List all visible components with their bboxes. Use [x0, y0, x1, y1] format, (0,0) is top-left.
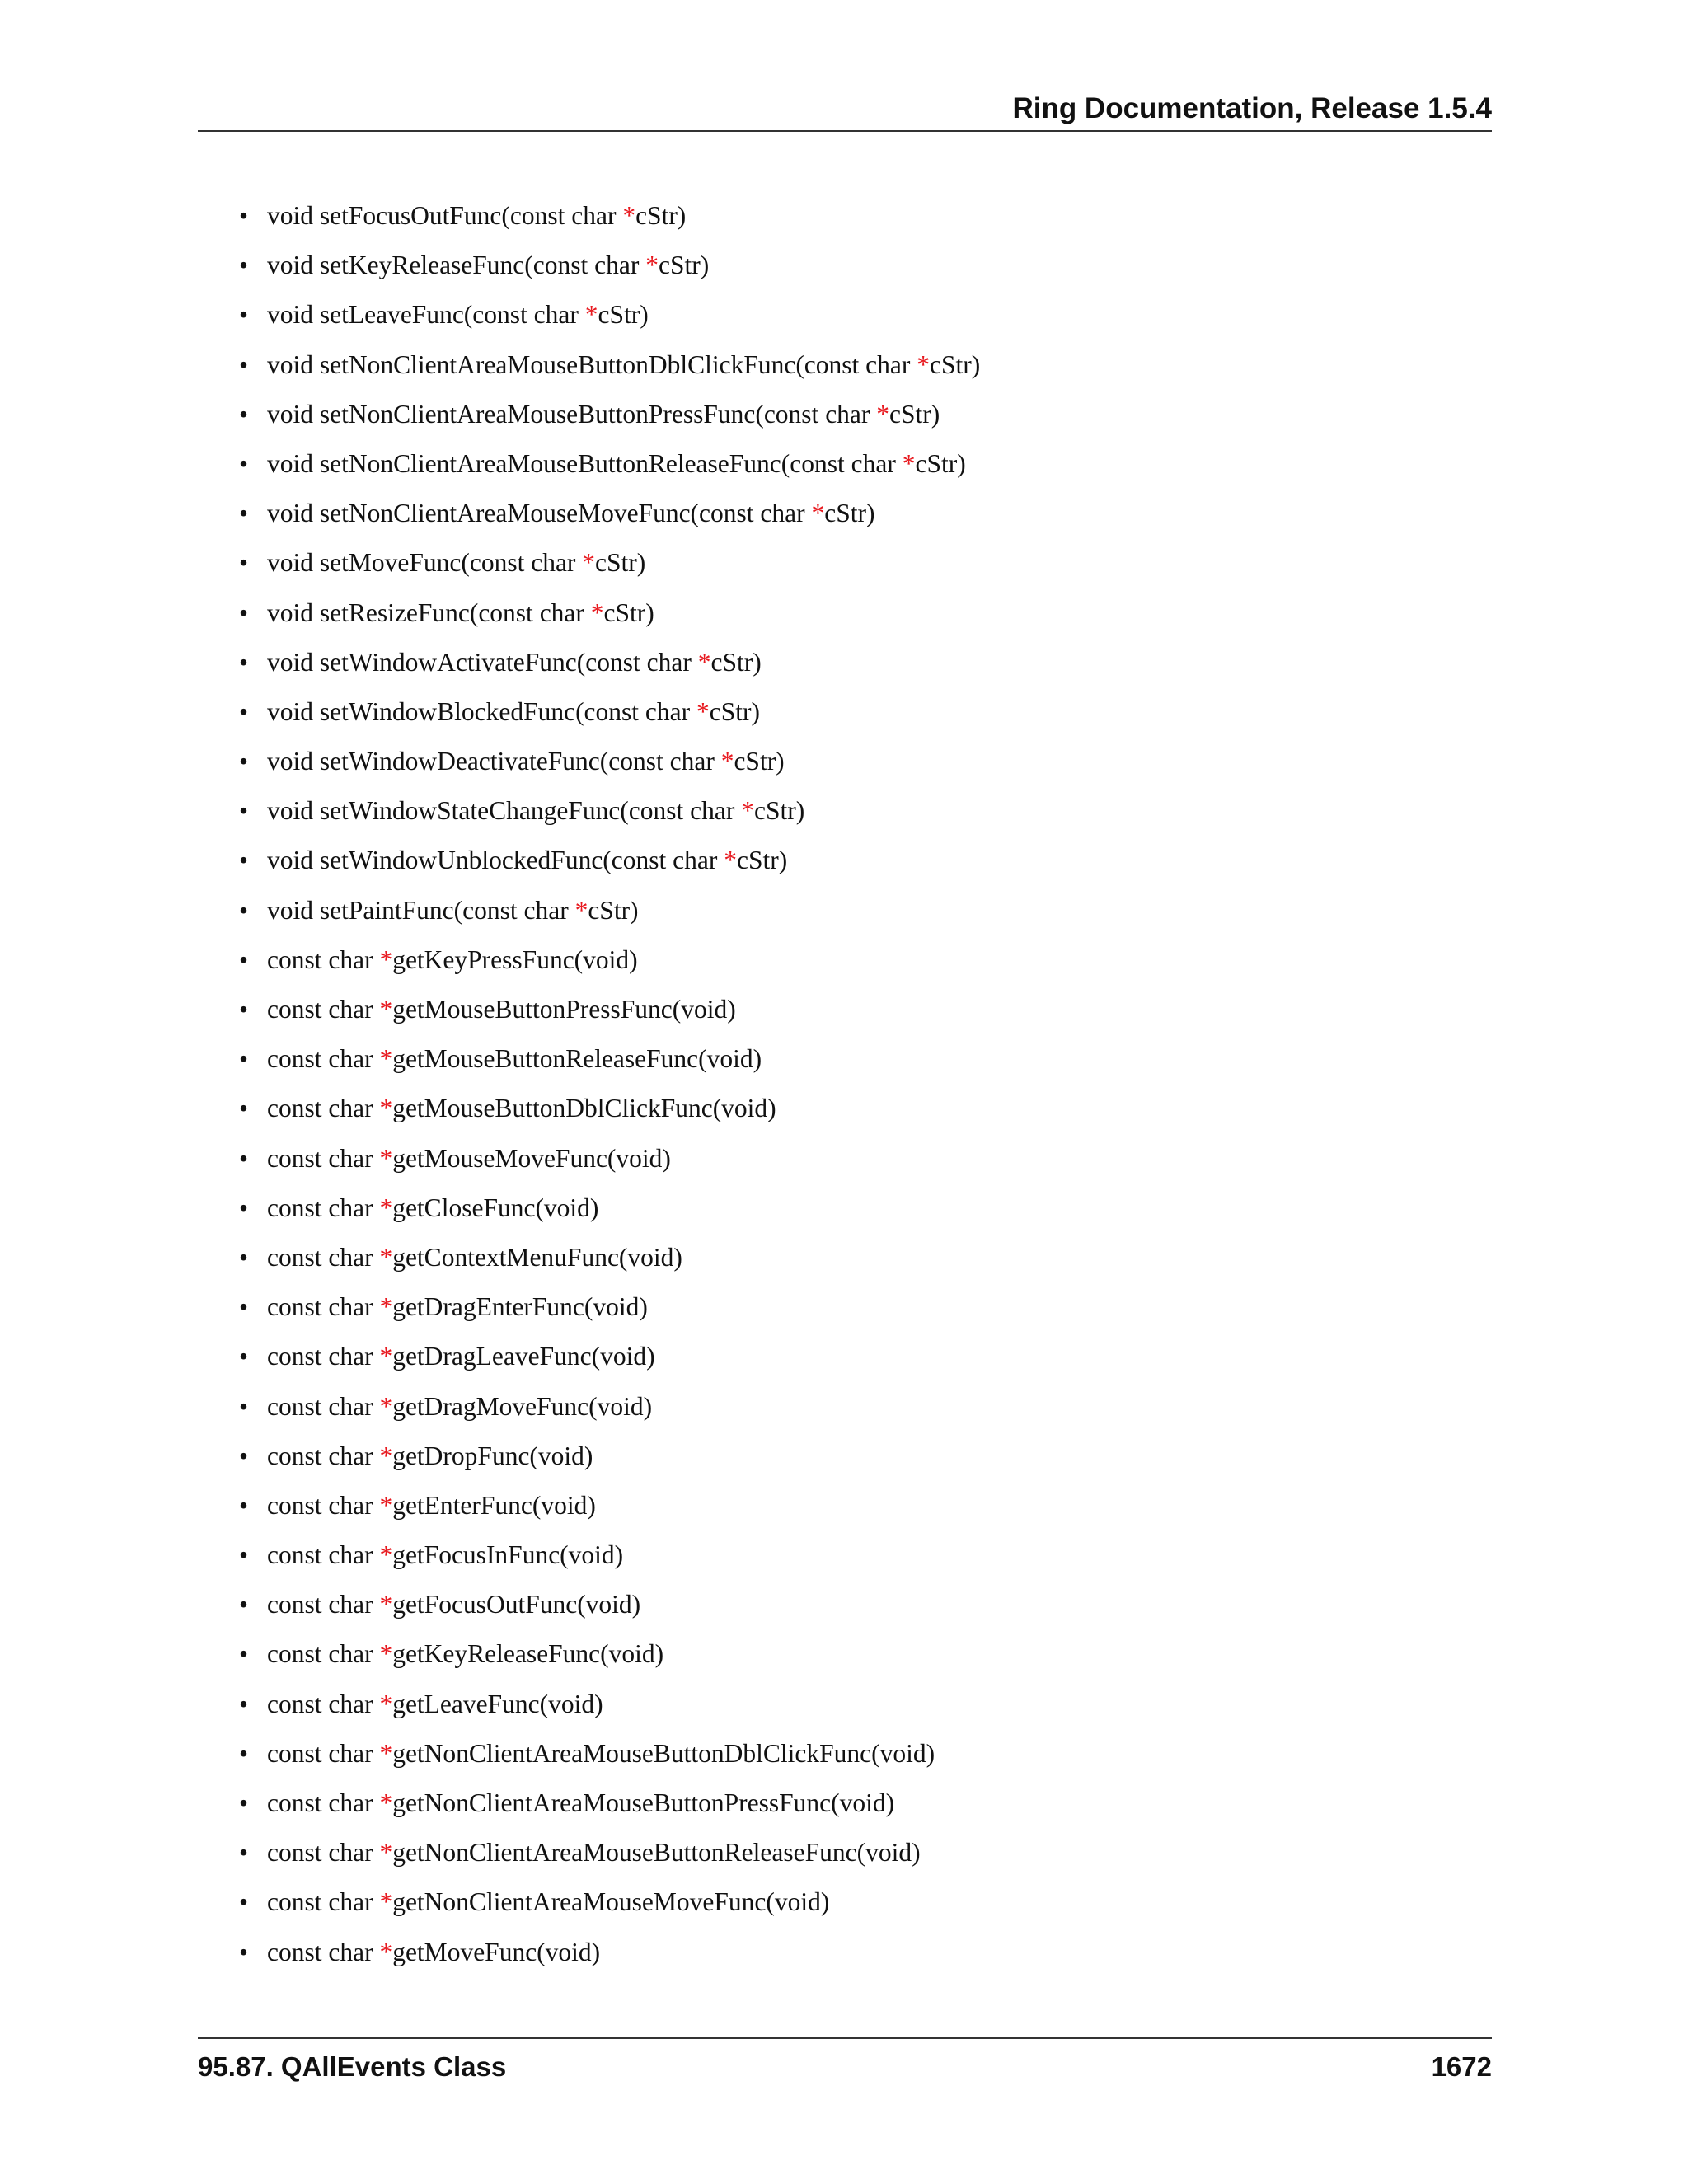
signature-prefix: const char [267, 995, 380, 1024]
signature-suffix: getDragLeaveFunc(void) [392, 1342, 655, 1371]
signature-prefix: const char [267, 1738, 380, 1768]
bullet-icon: • [239, 944, 249, 974]
signature-prefix: const char [267, 1540, 380, 1570]
list-item [239, 497, 1475, 546]
page-footer [198, 2037, 1492, 2088]
pointer-star: * [379, 1689, 393, 1718]
list-item [239, 1340, 1475, 1390]
signature-suffix: getFocusOutFunc(void) [392, 1590, 641, 1619]
method-signature [267, 1043, 762, 1076]
list-item [239, 1142, 1475, 1192]
list-item [239, 1886, 1475, 1935]
bullet-icon: • [239, 201, 249, 230]
signature-suffix: getNonClientAreaMouseButtonDblClickFunc(void) [392, 1738, 935, 1768]
signature-prefix: void setWindowBlockedFunc(const char [267, 696, 696, 726]
signature-suffix: getEnterFunc(void) [392, 1490, 596, 1520]
signature-suffix: getNonClientAreaMouseMoveFunc(void) [392, 1887, 830, 1917]
list-item [239, 1787, 1475, 1836]
signature-suffix: getNonClientAreaMouseButtonPressFunc(void) [392, 1788, 895, 1817]
bullet-icon: • [239, 1689, 249, 1718]
list-item [239, 249, 1475, 298]
signature-prefix: void setNonClientAreaMouseButtonDblClickFunc(const char [267, 349, 917, 379]
signature-prefix: const char [267, 1639, 380, 1669]
pointer-star: * [379, 1639, 393, 1669]
method-signature [267, 497, 874, 530]
pointer-star: * [379, 1391, 393, 1421]
method-signature [267, 894, 639, 927]
signature-prefix: const char [267, 1689, 380, 1718]
pointer-star: * [379, 1788, 393, 1817]
list-item [239, 1092, 1475, 1141]
signature-prefix: void setWindowUnblockedFunc(const char [267, 846, 724, 875]
signature-prefix: void setLeaveFunc(const char [267, 300, 585, 330]
signature-prefix: const char [267, 1937, 380, 1966]
signature-suffix: getMouseButtonDblClickFunc(void) [392, 1094, 776, 1123]
signature-suffix: cStr) [710, 647, 762, 677]
bullet-icon: • [239, 349, 249, 379]
pointer-star: * [584, 300, 598, 330]
list-item [239, 1588, 1475, 1638]
signature-suffix: getKeyPressFunc(void) [392, 944, 638, 974]
signature-prefix: const char [267, 1887, 380, 1917]
pointer-star: * [574, 895, 588, 925]
list-item [239, 597, 1475, 646]
list-item [239, 1192, 1475, 1241]
bullet-icon: • [239, 300, 249, 330]
list-item [239, 349, 1475, 398]
method-signature [267, 1688, 603, 1721]
signature-prefix: void setNonClientAreaMouseButtonReleaseFunc(const char [267, 448, 903, 478]
list-item [239, 1836, 1475, 1886]
method-signature [267, 546, 645, 579]
pointer-star: * [811, 499, 825, 528]
pointer-star: * [379, 1490, 393, 1520]
signature-prefix: void setNonClientAreaMouseButtonPressFunc(const char [267, 399, 877, 429]
method-signature [267, 1390, 652, 1423]
list-item [239, 1737, 1475, 1787]
method-signature [267, 1737, 935, 1770]
list-item [239, 1390, 1475, 1440]
signature-prefix: const char [267, 1441, 380, 1470]
bullet-icon: • [239, 647, 249, 677]
bullet-icon: • [239, 1193, 249, 1222]
section-title: 95.87. QAllEvents Class [198, 2051, 507, 2082]
bullet-icon: • [239, 747, 249, 776]
signature-prefix: const char [267, 1242, 380, 1272]
signature-prefix: void setNonClientAreaMouseMoveFunc(const char [267, 499, 812, 528]
signature-prefix: void setKeyReleaseFunc(const char [267, 251, 646, 280]
pointer-star: * [741, 796, 754, 826]
signature-prefix: const char [267, 1292, 380, 1322]
method-signature [267, 1638, 663, 1671]
signature-suffix: getDropFunc(void) [392, 1441, 593, 1470]
method-signature [267, 1787, 894, 1820]
method-signature [267, 646, 762, 679]
signature-prefix: void setWindowStateChangeFunc(const char [267, 796, 742, 826]
bullet-icon: • [239, 548, 249, 578]
bullet-icon: • [239, 1540, 249, 1570]
list-item [239, 1489, 1475, 1539]
list-item [239, 646, 1475, 696]
method-signature [267, 1936, 600, 1969]
bullet-icon: • [239, 1391, 249, 1421]
signature-suffix: getMouseButtonPressFunc(void) [392, 995, 736, 1024]
bullet-icon: • [239, 1738, 249, 1768]
bullet-icon: • [239, 1639, 249, 1669]
pointer-star: * [379, 1590, 393, 1619]
signature-suffix: cStr) [709, 696, 760, 726]
bullet-icon: • [239, 399, 249, 429]
list-item [239, 944, 1475, 993]
pointer-star: * [379, 995, 393, 1024]
pointer-star: * [645, 251, 659, 280]
pointer-star: * [917, 349, 931, 379]
signature-suffix: cStr) [603, 598, 654, 627]
pointer-star: * [379, 1738, 393, 1768]
bullet-icon: • [239, 1490, 249, 1520]
bullet-icon: • [239, 696, 249, 726]
signature-prefix: const char [267, 1391, 380, 1421]
method-signature [267, 249, 709, 282]
bullet-icon: • [239, 796, 249, 826]
bullet-icon: • [239, 1838, 249, 1868]
signature-suffix: getMouseButtonReleaseFunc(void) [392, 1044, 762, 1074]
signature-suffix: cStr) [824, 499, 875, 528]
pointer-star: * [724, 846, 737, 875]
bullet-icon: • [239, 1590, 249, 1619]
signature-prefix: void setWindowActivateFunc(const char [267, 647, 698, 677]
signature-suffix: cStr) [734, 747, 785, 776]
list-item [239, 1539, 1475, 1588]
bullet-icon: • [239, 995, 249, 1024]
method-signature [267, 1241, 682, 1274]
pointer-star: * [379, 1540, 393, 1570]
method-signature [267, 844, 787, 877]
list-item [239, 1291, 1475, 1340]
bullet-icon: • [239, 1788, 249, 1817]
signature-suffix: getCloseFunc(void) [392, 1193, 599, 1222]
method-signature [267, 1886, 829, 1919]
bullet-icon: • [239, 251, 249, 280]
bullet-icon: • [239, 1094, 249, 1123]
method-signature [267, 1340, 655, 1373]
bullet-icon: • [239, 1143, 249, 1173]
signature-prefix: const char [267, 944, 380, 974]
method-signature [267, 944, 638, 977]
signature-prefix: const char [267, 1193, 380, 1222]
bullet-icon: • [239, 1292, 249, 1322]
page-header [198, 89, 1492, 132]
method-signature [267, 1192, 598, 1225]
signature-prefix: void setMoveFunc(const char [267, 548, 583, 578]
pointer-star: * [582, 548, 596, 578]
bullet-icon: • [239, 1937, 249, 1966]
signature-prefix: const char [267, 1590, 380, 1619]
signature-prefix: const char [267, 1044, 380, 1074]
signature-prefix: const char [267, 1143, 380, 1173]
pointer-star: * [379, 1193, 393, 1222]
pointer-star: * [379, 1094, 393, 1123]
signature-suffix: getMoveFunc(void) [392, 1937, 601, 1966]
method-signature [267, 349, 980, 382]
pointer-star: * [696, 696, 710, 726]
signature-suffix: cStr) [588, 895, 639, 925]
pointer-star: * [379, 1044, 393, 1074]
list-item [239, 448, 1475, 497]
signature-suffix: cStr) [915, 448, 966, 478]
signature-suffix: getContextMenuFunc(void) [392, 1242, 682, 1272]
method-signature [267, 448, 966, 480]
list-item [239, 894, 1475, 944]
pointer-star: * [902, 448, 916, 478]
signature-prefix: void setPaintFunc(const char [267, 895, 575, 925]
signature-suffix: cStr) [889, 399, 940, 429]
pointer-star: * [379, 1143, 393, 1173]
signature-prefix: const char [267, 1490, 380, 1520]
signature-suffix: cStr) [930, 349, 981, 379]
list-item [239, 1936, 1475, 1985]
method-list [239, 199, 1475, 1985]
pointer-star: * [590, 598, 604, 627]
method-signature [267, 1836, 921, 1869]
method-signature [267, 1588, 640, 1621]
signature-suffix: cStr) [598, 300, 649, 330]
bullet-icon: • [239, 846, 249, 875]
signature-prefix: const char [267, 1788, 380, 1817]
signature-suffix: cStr) [658, 251, 710, 280]
list-item [239, 298, 1475, 348]
pointer-star: * [379, 1292, 393, 1322]
bullet-icon: • [239, 895, 249, 925]
signature-suffix: getDragEnterFunc(void) [392, 1292, 648, 1322]
pointer-star: * [379, 1887, 393, 1917]
signature-suffix: cStr) [635, 201, 687, 230]
signature-suffix: cStr) [736, 846, 788, 875]
method-signature [267, 1142, 671, 1175]
list-item [239, 1241, 1475, 1291]
method-signature [267, 1489, 596, 1522]
list-item [239, 1440, 1475, 1489]
bullet-icon: • [239, 499, 249, 528]
bullet-icon: • [239, 598, 249, 627]
bullet-icon: • [239, 448, 249, 478]
bullet-icon: • [239, 1342, 249, 1371]
signature-prefix: const char [267, 1342, 380, 1371]
method-signature [267, 745, 785, 778]
list-item [239, 1638, 1475, 1687]
list-item [239, 844, 1475, 893]
bullet-icon: • [239, 1887, 249, 1917]
method-signature [267, 1291, 648, 1324]
signature-suffix: getMouseMoveFunc(void) [392, 1143, 671, 1173]
bullet-icon: • [239, 1441, 249, 1470]
list-item [239, 546, 1475, 596]
method-signature [267, 1440, 593, 1473]
pointer-star: * [697, 647, 711, 677]
list-item [239, 993, 1475, 1043]
method-signature [267, 993, 736, 1026]
page-number: 1672 [1431, 2051, 1492, 2082]
method-signature [267, 398, 940, 431]
pointer-star: * [379, 1342, 393, 1371]
signature-suffix: getDragMoveFunc(void) [392, 1391, 653, 1421]
pointer-star: * [379, 1937, 393, 1966]
method-signature [267, 597, 654, 630]
method-signature [267, 696, 760, 729]
pointer-star: * [379, 1242, 393, 1272]
signature-suffix: cStr) [753, 796, 805, 826]
pointer-star: * [622, 201, 636, 230]
method-signature [267, 1092, 776, 1125]
list-item [239, 794, 1475, 844]
pointer-star: * [379, 1838, 393, 1868]
pointer-star: * [379, 1441, 393, 1470]
signature-suffix: getKeyReleaseFunc(void) [392, 1639, 664, 1669]
list-item [239, 696, 1475, 745]
signature-prefix: void setFocusOutFunc(const char [267, 201, 623, 230]
signature-prefix: const char [267, 1838, 380, 1868]
pointer-star: * [720, 747, 734, 776]
signature-suffix: cStr) [595, 548, 646, 578]
pointer-star: * [876, 399, 890, 429]
signature-suffix: getNonClientAreaMouseButtonReleaseFunc(void) [392, 1838, 921, 1868]
method-signature [267, 794, 804, 827]
document-title: Ring Documentation, Release 1.5.4 [1012, 92, 1492, 124]
signature-suffix: getLeaveFunc(void) [392, 1689, 603, 1718]
pointer-star: * [379, 944, 393, 974]
list-item [239, 745, 1475, 794]
method-signature [267, 298, 649, 331]
signature-prefix: const char [267, 1094, 380, 1123]
method-signature [267, 1539, 623, 1572]
bullet-icon: • [239, 1044, 249, 1074]
list-item [239, 199, 1475, 249]
list-item [239, 1043, 1475, 1092]
signature-prefix: void setWindowDeactivateFunc(const char [267, 747, 721, 776]
list-item [239, 398, 1475, 448]
signature-suffix: getFocusInFunc(void) [392, 1540, 624, 1570]
signature-prefix: void setResizeFunc(const char [267, 598, 591, 627]
method-signature [267, 199, 686, 232]
bullet-icon: • [239, 1242, 249, 1272]
list-item [239, 1688, 1475, 1737]
